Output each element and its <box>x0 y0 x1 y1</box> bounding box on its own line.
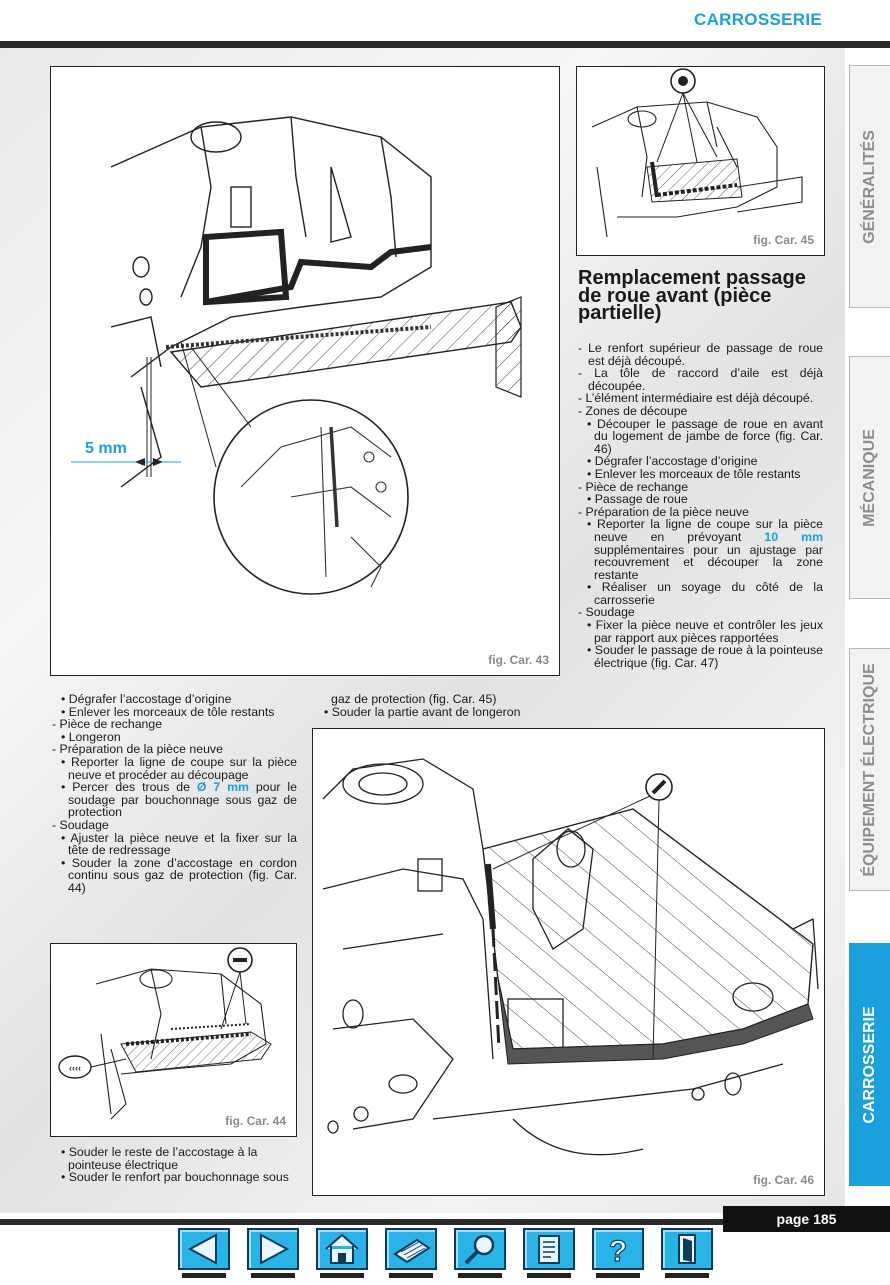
right-column-text <box>578 342 823 669</box>
header-bar <box>0 41 890 48</box>
text-line: - Soudage <box>578 605 635 620</box>
text-line: - Zones de découpe <box>578 403 688 418</box>
previous-page-icon <box>180 1230 228 1268</box>
text-line: • Réaliser un soyage du côté de la carrosserie <box>587 580 823 607</box>
index-icon <box>525 1230 573 1268</box>
text-line: • Souder le passage de roue à la pointeuse électrique (fig. Car. 47) <box>587 643 823 670</box>
tab-label: ÉQUIPEMENT ÉLECTRIQUE <box>861 662 878 877</box>
figure-46 <box>312 728 825 1196</box>
highlight-7mm: Ø 7 mm <box>196 780 249 795</box>
text-line: - Soudage <box>52 817 109 832</box>
tab-mecanique[interactable] <box>849 356 890 599</box>
weld-symbol-icon: ‹‹‹‹ <box>69 1063 81 1073</box>
text-line: - La tôle de raccord d’aile est déjà découpée. <box>578 366 823 393</box>
exit-button[interactable] <box>661 1228 713 1270</box>
tab-generalites[interactable] <box>849 65 890 308</box>
page-number: page 185 <box>723 1206 890 1232</box>
middle-column-text <box>322 693 552 718</box>
text-line: • Dégrafer l’accostage d’origine <box>61 692 232 706</box>
text-line: • Fixer la pièce neuve et contrôler les jeux par rapport aux pièces rapportées <box>587 618 823 645</box>
bottom-left-text <box>52 1146 300 1184</box>
figure-43-caption: fig. Car. 43 <box>488 653 549 667</box>
figure-46-drawing <box>313 729 823 1194</box>
figure-45-drawing <box>577 67 823 254</box>
text-line: • Reporter la ligne de coupe sur la pièce neuve en prévoyant 10 mm supplémentaires pour un ajustage par recouvrement et découper la zone restante <box>587 517 824 582</box>
tab-label: CARROSSERIE <box>861 1005 878 1124</box>
next-page-button[interactable] <box>247 1228 299 1270</box>
text-line: • Enlever les morceaux de tôle restants <box>587 466 801 481</box>
search-button[interactable] <box>454 1228 506 1270</box>
highlight-10mm: 10 mm <box>764 529 824 544</box>
figure-44-drawing <box>51 944 295 1135</box>
figure-43 <box>50 66 560 676</box>
print-icon <box>387 1230 435 1268</box>
figure-45 <box>576 66 825 256</box>
text-line: • Longeron <box>61 729 121 744</box>
tab-label: GÉNÉRALITÉS <box>861 129 878 244</box>
text-line: • Passage de roue <box>587 492 688 507</box>
figure-46-caption: fig. Car. 46 <box>753 1173 814 1187</box>
text-line: • Souder la partie avant de longeron <box>324 704 521 719</box>
section-title: CARROSSERIE <box>694 10 822 29</box>
text-line: • Souder le renfort par bouchonnage sous <box>61 1170 289 1185</box>
left-column-text <box>52 693 297 895</box>
text-line: - Le renfort supérieur de passage de roue est déjà découpé. <box>578 341 823 368</box>
figure-45-caption: fig. Car. 45 <box>753 233 814 247</box>
text-line: • Reporter la ligne de coupe sur la pièce neuve et procéder au découpage <box>61 754 297 782</box>
text-line: • Percer des trous de Ø 7 mm pour le soudage par bouchonnage sous gaz de protection <box>61 780 297 820</box>
text-line: - Préparation de la pièce neuve <box>52 742 223 757</box>
dimension-5mm: 5 mm <box>85 440 127 457</box>
text-line: • Souder la zone d’accostage en cordon continu sous gaz de protection (fig. Car. 44) <box>61 855 297 895</box>
text-line: • Enlever les morceaux de tôle restants <box>61 704 275 719</box>
tab-equipement-electrique[interactable] <box>849 648 890 891</box>
home-button[interactable] <box>316 1228 368 1270</box>
next-page-icon <box>249 1230 297 1268</box>
text-line: - Préparation de la pièce neuve <box>578 504 749 519</box>
figure-44-caption: fig. Car. 44 <box>225 1114 286 1128</box>
index-button[interactable] <box>523 1228 575 1270</box>
svg-text:?: ? <box>608 1235 628 1268</box>
home-icon <box>318 1230 366 1268</box>
exit-icon <box>663 1230 711 1268</box>
section-heading: Remplacement passage de roue avant (pièce partielle) <box>578 267 806 324</box>
text-line: - Pièce de rechange <box>52 717 163 732</box>
tab-carrosserie[interactable] <box>849 943 890 1186</box>
text-line: gaz de protection (fig. Car. 45) <box>331 692 497 706</box>
help-button[interactable] <box>592 1228 644 1270</box>
figure-43-drawing <box>51 67 558 674</box>
text-line: • Souder le reste de l’accostage à la pointeuse électrique <box>61 1145 258 1172</box>
tab-label: MÉCANIQUE <box>861 428 878 527</box>
text-line: • Découper le passage de roue en avant du logement de jambe de force (fig. Car. 46) <box>587 416 823 456</box>
text-line: • Ajuster la pièce neuve et la fixer sur la tête de redressage <box>61 830 297 858</box>
help-icon <box>594 1230 642 1268</box>
print-button[interactable] <box>385 1228 437 1270</box>
text-line: - L’élément intermédiaire est déjà découpé. <box>578 391 814 406</box>
previous-page-button[interactable] <box>178 1228 230 1270</box>
text-line: • Dégrafer l’accostage d’origine <box>587 454 758 469</box>
text-line: - Pièce de rechange <box>578 479 689 494</box>
figure-44 <box>50 943 297 1137</box>
search-icon <box>456 1230 504 1268</box>
